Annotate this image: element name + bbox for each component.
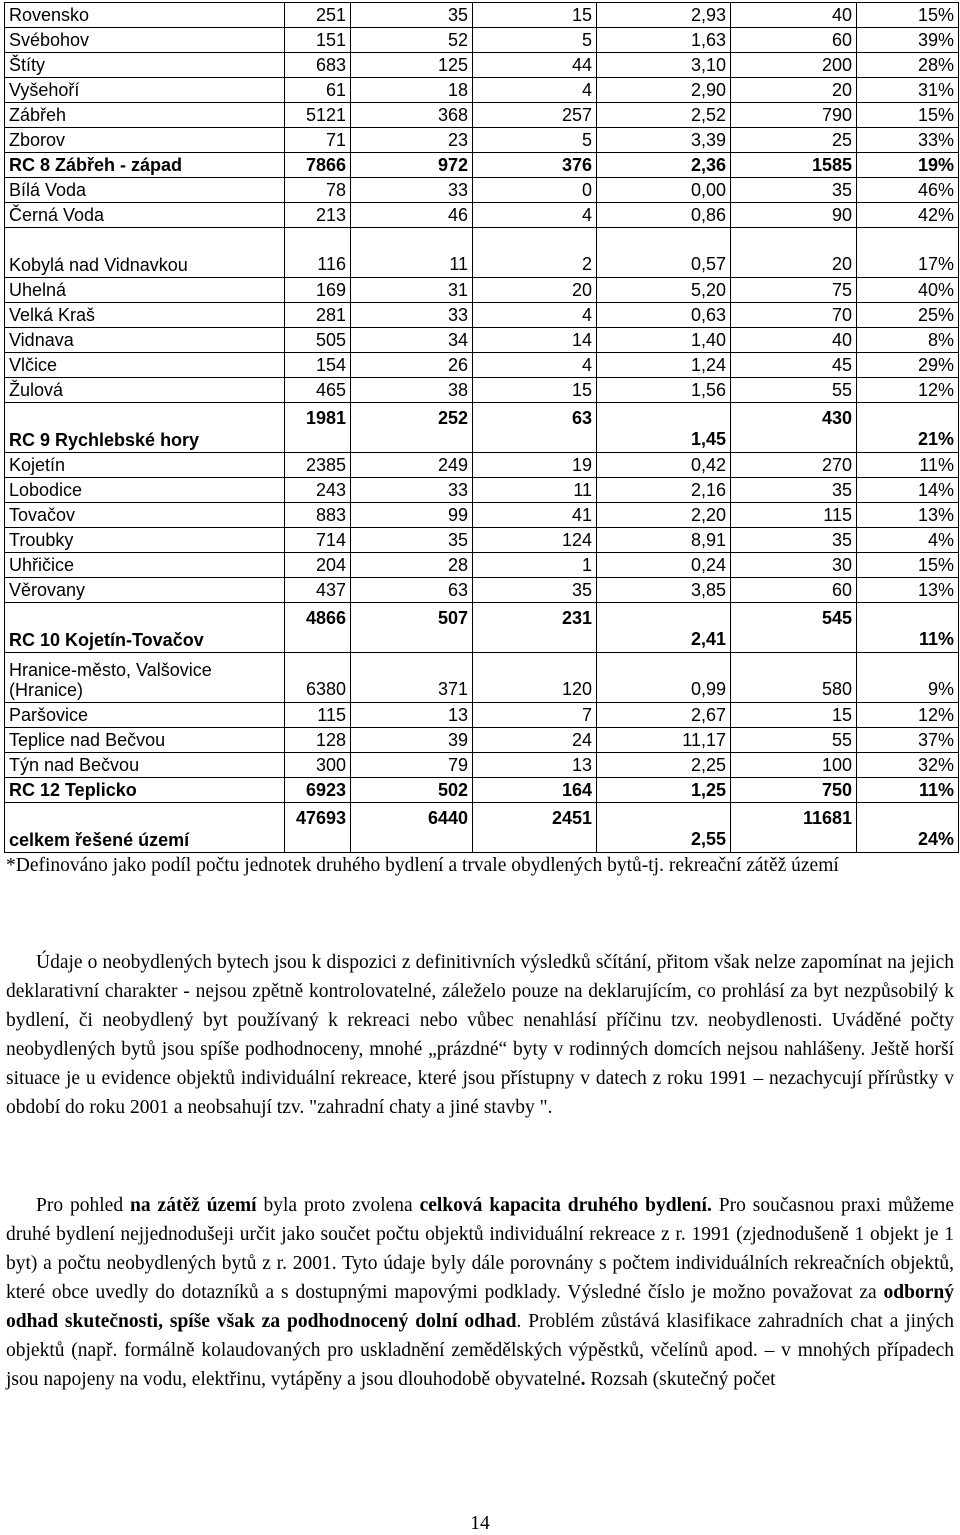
value-cell: 4 [473, 353, 597, 378]
value-cell: 204 [285, 553, 351, 578]
value-cell: 11% [857, 453, 959, 478]
value-cell: 33 [351, 178, 473, 203]
value-cell: 25 [731, 128, 857, 153]
value-cell: 39 [351, 728, 473, 753]
value-cell: 7 [473, 703, 597, 728]
value-cell: 55 [731, 728, 857, 753]
table-row [5, 78, 959, 103]
value-cell: 33 [351, 303, 473, 328]
value-cell: 683 [285, 53, 351, 78]
value-cell: 19 [473, 453, 597, 478]
value-cell: 40 [731, 3, 857, 28]
value-cell: 7866 [285, 153, 351, 178]
value-cell: 0,99 [597, 653, 731, 703]
table-row [5, 578, 959, 603]
municipality-cell: Vlčice [5, 353, 285, 378]
value-cell: 21% [857, 403, 959, 453]
value-cell: 0,00 [597, 178, 731, 203]
value-cell: 30 [731, 553, 857, 578]
municipality-cell: RC 10 Kojetín-Tovačov [5, 603, 285, 653]
value-cell: 437 [285, 578, 351, 603]
value-cell: 300 [285, 753, 351, 778]
statistics-table [4, 2, 959, 853]
value-cell: 46 [351, 203, 473, 228]
value-cell: 790 [731, 103, 857, 128]
value-cell: 63 [473, 403, 597, 453]
value-cell: 71 [285, 128, 351, 153]
table-row [5, 28, 959, 53]
value-cell: 12% [857, 703, 959, 728]
value-cell: 24% [857, 803, 959, 853]
table-row [5, 53, 959, 78]
table-row [5, 653, 959, 703]
value-cell: 257 [473, 103, 597, 128]
value-cell: 26 [351, 353, 473, 378]
municipality-cell: Bílá Voda [5, 178, 285, 203]
paragraph-2-bold-2: celková kapacita druhého bydlení. [419, 1195, 712, 1216]
value-cell: 368 [351, 103, 473, 128]
value-cell: 270 [731, 453, 857, 478]
page-number: 14 [470, 1513, 490, 1534]
value-cell: 4% [857, 528, 959, 553]
paragraph-2-text-2: byla proto zvolena [256, 1195, 420, 1216]
value-cell: 18 [351, 78, 473, 103]
value-cell: 35 [731, 178, 857, 203]
municipality-cell: Hranice-město, Valšovice (Hranice) [5, 653, 285, 703]
value-cell: 44 [473, 53, 597, 78]
value-cell: 3,39 [597, 128, 731, 153]
municipality-cell: Paršovice [5, 703, 285, 728]
value-cell: 55 [731, 378, 857, 403]
value-cell: 164 [473, 778, 597, 803]
value-cell: 115 [731, 503, 857, 528]
municipality-cell: RC 8 Zábřeh - západ [5, 153, 285, 178]
municipality-cell: Teplice nad Bečvou [5, 728, 285, 753]
table-row [5, 478, 959, 503]
table-summary-row [5, 778, 959, 803]
value-cell: 15 [473, 378, 597, 403]
municipality-cell: RC 9 Rychlebské hory [5, 403, 285, 453]
value-cell: 29% [857, 353, 959, 378]
value-cell: 252 [351, 403, 473, 453]
value-cell: 0,63 [597, 303, 731, 328]
value-cell: 35 [473, 578, 597, 603]
value-cell: 3,85 [597, 578, 731, 603]
value-cell: 545 [731, 603, 857, 653]
paragraph-2-text-1: Pro pohled [36, 1195, 131, 1216]
value-cell: 2,55 [597, 803, 731, 853]
municipality-cell: Tovačov [5, 503, 285, 528]
value-cell: 2,36 [597, 153, 731, 178]
value-cell: 0,24 [597, 553, 731, 578]
municipality-cell: Svébohov [5, 28, 285, 53]
value-cell: 1,45 [597, 403, 731, 453]
municipality-cell: celkem řešené území [5, 803, 285, 853]
value-cell: 75 [731, 278, 857, 303]
table-summary-row [5, 153, 959, 178]
municipality-cell: Štíty [5, 53, 285, 78]
value-cell: 13 [351, 703, 473, 728]
value-cell: 1,24 [597, 353, 731, 378]
value-cell: 11 [473, 478, 597, 503]
table-row [5, 703, 959, 728]
municipality-cell: Zborov [5, 128, 285, 153]
value-cell: 42% [857, 203, 959, 228]
table-summary-row [5, 403, 959, 453]
value-cell: 2,90 [597, 78, 731, 103]
value-cell: 13% [857, 578, 959, 603]
table-row [5, 128, 959, 153]
value-cell: 2,16 [597, 478, 731, 503]
municipality-cell: Černá Voda [5, 203, 285, 228]
table-row [5, 728, 959, 753]
value-cell: 8,91 [597, 528, 731, 553]
value-cell: 31 [351, 278, 473, 303]
value-cell: 25% [857, 303, 959, 328]
table-row [5, 503, 959, 528]
value-cell: 63 [351, 578, 473, 603]
paragraph-2-text-4: . Problém zůstává klasifikace zahradních chat a jiných objektů (např. formálně kolaudovaných pro uskladnění zemědělských výpěstků, včelínů apod. – v mnohých případech jsou napojeny na vodu, elektřinu, vytápěny a jsou dlouhodobě obyvatelné [6, 1311, 954, 1390]
municipality-cell: Týn nad Bečvou [5, 753, 285, 778]
value-cell: 169 [285, 278, 351, 303]
value-cell: 39% [857, 28, 959, 53]
value-cell: 40 [731, 328, 857, 353]
value-cell: 2,20 [597, 503, 731, 528]
value-cell: 47693 [285, 803, 351, 853]
municipality-cell: Lobodice [5, 478, 285, 503]
value-cell: 19% [857, 153, 959, 178]
value-cell: 13% [857, 503, 959, 528]
value-cell: 0,42 [597, 453, 731, 478]
value-cell: 31% [857, 78, 959, 103]
table-row [5, 228, 959, 278]
value-cell: 11% [857, 603, 959, 653]
value-cell: 507 [351, 603, 473, 653]
value-cell: 11 [351, 228, 473, 278]
value-cell: 15 [731, 703, 857, 728]
paragraph-2-text-3: Pro současnou praxi můžeme druhé bydlení nejjednodušeji určit jako součet počtu objektů individuální rekreace z r. 1991 (zjednodušeně 1 objekt je 1 byt) a počtu neobydlených bytů z r. 2001. Tyto údaje byly dále porovnány s počtem individuálních rekreačních objektů, které obce uvedly do dotazníků a s dostupnými mapovými podklady. Výsledné číslo je možno považovat za [6, 1195, 954, 1303]
table-row [5, 178, 959, 203]
value-cell: 46% [857, 178, 959, 203]
value-cell: 14 [473, 328, 597, 353]
municipality-cell: Vyšehoří [5, 78, 285, 103]
value-cell: 37% [857, 728, 959, 753]
municipality-cell: Kobylá nad Vidnavkou [5, 228, 285, 278]
value-cell: 14% [857, 478, 959, 503]
value-cell: 154 [285, 353, 351, 378]
value-cell: 972 [351, 153, 473, 178]
value-cell: 78 [285, 178, 351, 203]
value-cell: 1,63 [597, 28, 731, 53]
value-cell: 5 [473, 28, 597, 53]
value-cell: 2,93 [597, 3, 731, 28]
value-cell: 11681 [731, 803, 857, 853]
value-cell: 502 [351, 778, 473, 803]
value-cell: 2,67 [597, 703, 731, 728]
value-cell: 4 [473, 203, 597, 228]
value-cell: 60 [731, 28, 857, 53]
value-cell: 20 [731, 78, 857, 103]
value-cell: 883 [285, 503, 351, 528]
value-cell: 11% [857, 778, 959, 803]
value-cell: 120 [473, 653, 597, 703]
municipality-cell: Uhelná [5, 278, 285, 303]
municipality-cell: Vidnava [5, 328, 285, 353]
value-cell: 231 [473, 603, 597, 653]
value-cell: 4866 [285, 603, 351, 653]
value-cell: 0 [473, 178, 597, 203]
value-cell: 38 [351, 378, 473, 403]
value-cell: 1585 [731, 153, 857, 178]
value-cell: 200 [731, 53, 857, 78]
value-cell: 99 [351, 503, 473, 528]
value-cell: 0,57 [597, 228, 731, 278]
value-cell: 2,41 [597, 603, 731, 653]
value-cell: 20 [473, 278, 597, 303]
value-cell: 465 [285, 378, 351, 403]
value-cell: 90 [731, 203, 857, 228]
value-cell: 33% [857, 128, 959, 153]
paragraph-2-bold-1: na zátěž území [130, 1195, 257, 1216]
table-row [5, 328, 959, 353]
table-body [5, 3, 959, 853]
value-cell: 45 [731, 353, 857, 378]
table-row [5, 103, 959, 128]
paragraph-2-bold-4: . [580, 1369, 586, 1390]
table-row [5, 203, 959, 228]
paragraph-neobydlene-byty [6, 948, 954, 1122]
value-cell: 124 [473, 528, 597, 553]
value-cell: 35 [731, 478, 857, 503]
value-cell: 61 [285, 78, 351, 103]
value-cell: 5 [473, 128, 597, 153]
value-cell: 79 [351, 753, 473, 778]
value-cell: 35 [351, 528, 473, 553]
value-cell: 8% [857, 328, 959, 353]
table-row [5, 553, 959, 578]
table-row [5, 278, 959, 303]
value-cell: 115 [285, 703, 351, 728]
table-summary-row [5, 803, 959, 853]
value-cell: 6923 [285, 778, 351, 803]
table-row [5, 753, 959, 778]
value-cell: 100 [731, 753, 857, 778]
value-cell: 1,25 [597, 778, 731, 803]
municipality-cell: Zábřeh [5, 103, 285, 128]
table-row [5, 303, 959, 328]
municipality-cell: Rovensko [5, 3, 285, 28]
municipality-cell: Kojetín [5, 453, 285, 478]
value-cell: 371 [351, 653, 473, 703]
value-cell: 1981 [285, 403, 351, 453]
value-cell: 28% [857, 53, 959, 78]
paragraph-2-text-5: Rozsah (skutečný počet [585, 1369, 776, 1390]
value-cell: 15 [473, 3, 597, 28]
table-row [5, 353, 959, 378]
table-row [5, 378, 959, 403]
value-cell: 52 [351, 28, 473, 53]
value-cell: 40% [857, 278, 959, 303]
paragraph-2-bold-3: odborný odhad skutečnosti, spíše však za podhodnocený dolní odhad [6, 1282, 954, 1332]
municipality-cell: Troubky [5, 528, 285, 553]
table-summary-row [5, 603, 959, 653]
value-cell: 41 [473, 503, 597, 528]
value-cell: 15% [857, 103, 959, 128]
value-cell: 5121 [285, 103, 351, 128]
value-cell: 4 [473, 303, 597, 328]
value-cell: 2 [473, 228, 597, 278]
value-cell: 9% [857, 653, 959, 703]
table-row [5, 528, 959, 553]
value-cell: 251 [285, 3, 351, 28]
value-cell: 376 [473, 153, 597, 178]
value-cell: 430 [731, 403, 857, 453]
value-cell: 3,10 [597, 53, 731, 78]
value-cell: 35 [731, 528, 857, 553]
value-cell: 13 [473, 753, 597, 778]
value-cell: 20 [731, 228, 857, 278]
value-cell: 2,52 [597, 103, 731, 128]
value-cell: 15% [857, 553, 959, 578]
value-cell: 28 [351, 553, 473, 578]
value-cell: 151 [285, 28, 351, 53]
value-cell: 6440 [351, 803, 473, 853]
value-cell: 2385 [285, 453, 351, 478]
value-cell: 750 [731, 778, 857, 803]
municipality-cell: Žulová [5, 378, 285, 403]
value-cell: 32% [857, 753, 959, 778]
footnote: *Definováno jako podíl počtu jednotek druhého bydlení a trvale obydlených bytů-tj. rekreační zátěž území [6, 855, 839, 876]
municipality-cell: RC 12 Teplicko [5, 778, 285, 803]
value-cell: 5,20 [597, 278, 731, 303]
value-cell: 1 [473, 553, 597, 578]
value-cell: 70 [731, 303, 857, 328]
municipality-cell: Uhřičice [5, 553, 285, 578]
value-cell: 23 [351, 128, 473, 153]
value-cell: 15% [857, 3, 959, 28]
value-cell: 2,25 [597, 753, 731, 778]
value-cell: 125 [351, 53, 473, 78]
value-cell: 24 [473, 728, 597, 753]
value-cell: 580 [731, 653, 857, 703]
table-row [5, 453, 959, 478]
value-cell: 1,56 [597, 378, 731, 403]
value-cell: 243 [285, 478, 351, 503]
value-cell: 213 [285, 203, 351, 228]
municipality-cell: Velká Kraš [5, 303, 285, 328]
value-cell: 128 [285, 728, 351, 753]
table-row [5, 3, 959, 28]
value-cell: 34 [351, 328, 473, 353]
value-cell: 116 [285, 228, 351, 278]
value-cell: 60 [731, 578, 857, 603]
value-cell: 1,40 [597, 328, 731, 353]
value-cell: 714 [285, 528, 351, 553]
paragraph-1-text: Údaje o neobydlených bytech jsou k dispozici z definitivních výsledků sčítání, přitom však nelze zapomínat na jejich deklarativní charakter - nejsou zpětně kontrolovatelné, záleželo pouze na deklarujícím, co prohlásí za byt nezpůsobilý k bydlení, či neobydlený byt používaný k rekreaci nebo vůbec nenahlásí příčinu tzv. neobydlenosti. Uváděné počty neobydlených bytů jsou spíše podhodnoceny, mnohé „prázdné“ byty v rodinných domcích nejsou nahlášeny. Ještě horší situace je u evidence objektů individuální rekreace, které jsou přístupny v datech z roku 1991 – nezachycují přírůstky v období do roku 2001 a neobsahují tzv. "zahradní chaty a jiné stavby ". [6, 952, 954, 1118]
value-cell: 4 [473, 78, 597, 103]
value-cell: 2451 [473, 803, 597, 853]
value-cell: 249 [351, 453, 473, 478]
value-cell: 505 [285, 328, 351, 353]
value-cell: 17% [857, 228, 959, 278]
value-cell: 281 [285, 303, 351, 328]
value-cell: 6380 [285, 653, 351, 703]
value-cell: 11,17 [597, 728, 731, 753]
value-cell: 33 [351, 478, 473, 503]
paragraph-zatez-uzemi [6, 1191, 954, 1394]
value-cell: 35 [351, 3, 473, 28]
value-cell: 0,86 [597, 203, 731, 228]
municipality-cell: Věrovany [5, 578, 285, 603]
value-cell: 12% [857, 378, 959, 403]
